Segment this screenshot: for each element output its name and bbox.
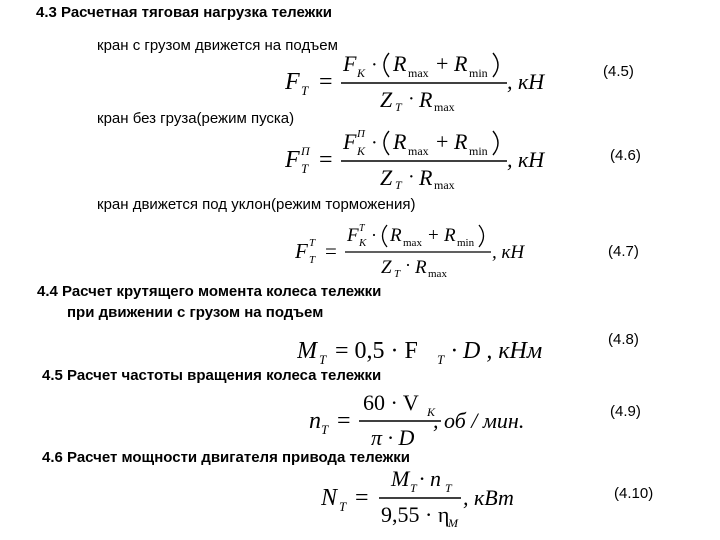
svg-text:=: = bbox=[325, 239, 337, 263]
svg-text:·: · bbox=[371, 225, 377, 245]
svg-text:max: max bbox=[408, 144, 429, 158]
svg-text:П: П bbox=[301, 144, 310, 158]
svg-text:T: T bbox=[437, 352, 445, 367]
svg-text:R: R bbox=[444, 225, 456, 246]
formula-4-9 bbox=[309, 388, 569, 450]
svg-text:max: max bbox=[403, 237, 422, 249]
svg-text:T: T bbox=[410, 481, 417, 495]
svg-text:M: M bbox=[448, 516, 458, 530]
caption-descent-braking: кран движется под уклон(режим торможения) bbox=[97, 196, 416, 213]
svg-text:K: K bbox=[357, 144, 366, 158]
svg-text:min: min bbox=[469, 144, 488, 158]
svg-text:R: R bbox=[454, 129, 468, 154]
svg-text:T: T bbox=[395, 178, 402, 191]
svg-text:R: R bbox=[393, 129, 407, 154]
section-heading: 4.3 Расчетная тяговая нагрузка тележки bbox=[36, 4, 333, 21]
equation-number: (4.8) bbox=[608, 331, 639, 348]
formula-4-7 bbox=[295, 220, 575, 280]
svg-text:R: R bbox=[419, 87, 433, 112]
svg-text:T: T bbox=[394, 268, 401, 280]
svg-text:R: R bbox=[454, 51, 468, 76]
svg-text:·: · bbox=[405, 255, 411, 275]
svg-text:R: R bbox=[393, 51, 407, 76]
svg-text:·: · bbox=[371, 54, 378, 76]
section-heading: 4.6 Расчет мощности двигателя привода тележки bbox=[42, 449, 410, 466]
equation-number: (4.7) bbox=[608, 243, 639, 260]
svg-text:·: · bbox=[408, 166, 415, 188]
section-heading-line2: при движении с грузом на подъем bbox=[67, 304, 324, 321]
svg-text:, кН: , кН bbox=[492, 242, 525, 263]
svg-text:F: F bbox=[285, 147, 300, 173]
formula-4-5 bbox=[285, 47, 585, 113]
svg-text:F: F bbox=[343, 51, 357, 76]
svg-text:F: F bbox=[285, 69, 300, 95]
svg-text:max: max bbox=[434, 178, 455, 191]
svg-text:Z: Z bbox=[381, 257, 392, 278]
caption-loaded-ascent: кран с грузом движется на подъем bbox=[97, 37, 338, 54]
svg-text:R: R bbox=[415, 257, 427, 278]
svg-text:= 0,5 · F: = 0,5 · F bbox=[335, 338, 418, 364]
svg-text:K: K bbox=[427, 405, 436, 419]
svg-text:·: · bbox=[408, 88, 415, 110]
svg-text:, кН: , кН bbox=[507, 147, 545, 172]
svg-text:M: M bbox=[297, 338, 317, 364]
svg-text:M: M bbox=[391, 466, 410, 491]
formula-4-8 bbox=[297, 332, 557, 368]
svg-text:Z: Z bbox=[380, 165, 393, 190]
svg-text:T: T bbox=[321, 422, 329, 437]
section-heading: 4.5 Расчет частоты вращения колеса тележки bbox=[42, 367, 382, 384]
svg-text:=: = bbox=[319, 69, 333, 95]
svg-text:max: max bbox=[434, 100, 455, 113]
equation-number: (4.6) bbox=[610, 147, 641, 164]
svg-text:N: N bbox=[321, 485, 338, 511]
svg-text:T: T bbox=[309, 254, 316, 266]
svg-text:F: F bbox=[347, 225, 359, 246]
equation-number: (4.9) bbox=[610, 403, 641, 420]
svg-text:Т: Т bbox=[359, 223, 365, 234]
svg-text:R: R bbox=[419, 165, 433, 190]
svg-text:T: T bbox=[339, 499, 347, 514]
caption-empty-start: кран без груза(режим пуска) bbox=[97, 110, 295, 127]
svg-text:T: T bbox=[301, 83, 309, 98]
svg-text:max: max bbox=[428, 268, 447, 280]
svg-text:T: T bbox=[445, 481, 452, 495]
svg-text:9,55 · η: 9,55 · η bbox=[381, 502, 450, 527]
svg-text:=: = bbox=[355, 485, 369, 511]
svg-text:T: T bbox=[301, 161, 309, 176]
svg-text:max: max bbox=[408, 66, 429, 80]
svg-text:T: T bbox=[319, 352, 327, 367]
svg-text:П: П bbox=[357, 128, 365, 140]
svg-text:+: + bbox=[428, 225, 439, 246]
svg-text:n: n bbox=[309, 408, 321, 434]
svg-text:, кН: , кН bbox=[507, 69, 545, 94]
svg-text:T: T bbox=[395, 100, 402, 113]
equation-number: (4.10) bbox=[614, 485, 654, 502]
svg-text:Т: Т bbox=[309, 237, 316, 249]
svg-text:=: = bbox=[319, 147, 333, 173]
svg-text:F: F bbox=[295, 239, 308, 263]
section-heading: 4.4 Расчет крутящего момента колеса тележки bbox=[37, 283, 382, 300]
svg-text:· n: · n bbox=[419, 466, 441, 491]
svg-text:·: · bbox=[371, 132, 378, 154]
formula-4-10 bbox=[321, 466, 561, 530]
svg-text:+: + bbox=[436, 129, 449, 154]
equation-number: (4.5) bbox=[603, 63, 634, 80]
svg-text:Z: Z bbox=[380, 87, 393, 112]
svg-text:K: K bbox=[359, 237, 367, 249]
svg-text:, кВт: , кВт bbox=[463, 485, 514, 510]
svg-text:· D , кНм: · D , кНм bbox=[451, 338, 543, 364]
svg-text:=: = bbox=[337, 408, 351, 434]
svg-text:, об / мин.: , об / мин. bbox=[433, 408, 525, 433]
svg-text:F: F bbox=[343, 129, 357, 154]
svg-text:π · D: π · D bbox=[371, 425, 415, 450]
svg-text:60 · V: 60 · V bbox=[363, 390, 419, 415]
svg-text:R: R bbox=[390, 225, 402, 246]
svg-text:+: + bbox=[436, 51, 449, 76]
svg-text:min: min bbox=[457, 237, 475, 249]
formula-4-6 bbox=[285, 125, 585, 191]
svg-text:min: min bbox=[469, 66, 488, 80]
svg-text:K: K bbox=[357, 66, 366, 80]
